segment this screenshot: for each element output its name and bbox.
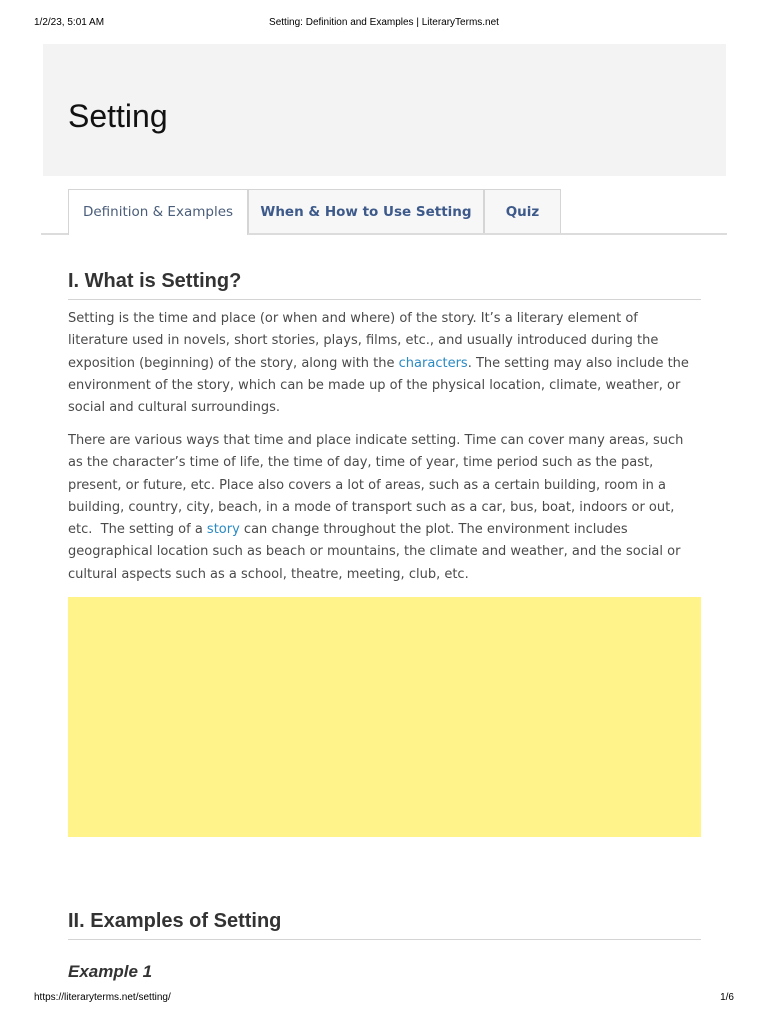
page-title: Setting — [68, 98, 168, 134]
tab-when-how-to-use[interactable]: When & How to Use Setting — [248, 189, 484, 233]
paragraph-text: can change throughout the plot. The environment includes geographical location such as beach or mountains, the climate and weather, and the social or cultural aspects such as a school, theatre, meeting, club, etc. — [68, 522, 681, 582]
print-url: https://literaryterms.net/setting/ — [34, 992, 171, 1003]
print-doc-title: Setting: Definition and Examples | LiteraryTerms.net — [269, 17, 499, 28]
characters-link[interactable]: characters — [398, 355, 468, 371]
ad-placeholder[interactable] — [68, 597, 701, 837]
section-heading-examples: II. Examples of Setting — [68, 908, 701, 940]
paragraph-text: There are various ways that time and place indicate setting. Time can cover many areas, such as the character’s time of life, the time of day, time of year, time period such as the past, present, or future, etc. Place also covers a lot of areas, such as a certain building, room in a building, country, city, beach, in a mode of transport such as a car, bus, boat, indoors or out, etc. The setting of a — [68, 433, 684, 538]
title-panel — [43, 44, 726, 176]
paragraph-definition — [68, 308, 701, 419]
example-heading: Example 1 — [68, 962, 153, 981]
story-link[interactable]: story — [206, 522, 240, 538]
section-heading-what-is: I. What is Setting? — [68, 268, 701, 300]
paragraph-text: Setting is the time and place (or when and where) of the story. It’s a literary element of literature used in novels, short stories, plays, films, etc., and usually introduced during the exposition (beginning) of the story, along with the — [68, 311, 659, 371]
print-footer — [0, 992, 768, 1008]
print-page-count: 1/6 — [720, 992, 734, 1003]
paragraph-text: . The setting may also include the environment of the story, which can be made up of the physical location, climate, weather, or social and cultural surroundings. — [68, 355, 689, 416]
print-header — [0, 17, 768, 33]
paragraph-time-and-place — [68, 430, 701, 586]
tab-quiz[interactable]: Quiz — [484, 189, 561, 233]
tab-definition-examples[interactable]: Definition & Examples — [68, 189, 248, 235]
print-datetime: 1/2/23, 5:01 AM — [34, 17, 105, 28]
tab-bar — [41, 189, 727, 235]
